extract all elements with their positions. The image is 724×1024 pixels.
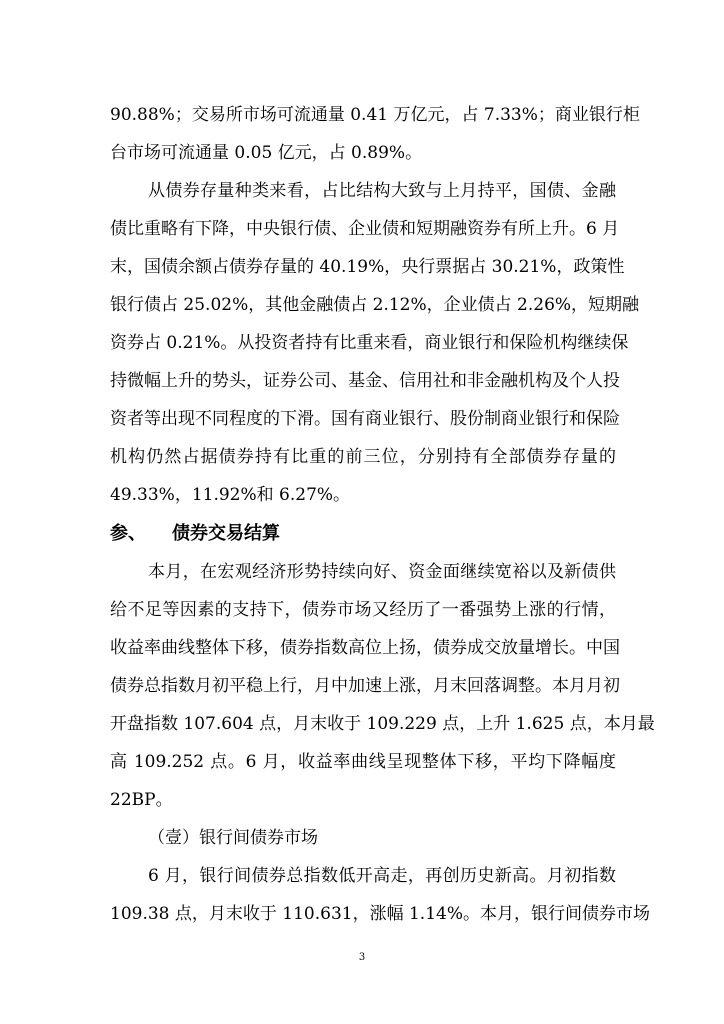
paragraph-1-line-1: 90.88%；交易所市场可流通量 0.41 万亿元，占 7.33%；商业银行柜 [110, 105, 640, 125]
paragraph-3-line-1: 本月，在宏观经济形势持续向好、资金面继续宽裕以及新债供 [148, 562, 616, 582]
page-number: 3 [358, 952, 366, 963]
paragraph-3-line-2: 给不足等因素的支持下，债券市场又经历了一番强势上涨的行情， [110, 600, 616, 620]
paragraph-3-line-4: 债券总指数月初平稳上行，月中加速上涨，月末回落调整。本月月初 [110, 676, 620, 696]
paragraph-3-line-6: 高 109.252 点。6 月，收益率曲线呈现整体下移，平均下降幅度 [110, 752, 616, 772]
paragraph-1-line-2: 台市场可流通量 0.05 亿元，占 0.89%。 [110, 143, 423, 163]
paragraph-2-line-7: 资者等出现不同程度的下滑。国有商业银行、股份制商业银行和保险 [110, 409, 620, 429]
subheading: （壹）银行间债券市场 [148, 828, 318, 848]
paragraph-4-line-1: 6 月，银行间债券总指数低开高走，再创历史新高。月初指数 [148, 866, 616, 886]
paragraph-3-line-7: 22BP。 [110, 790, 173, 810]
paragraph-2-line-2: 债比重略有下降，中央银行债、企业债和短期融资券有所上升。6 月 [110, 219, 620, 239]
paragraph-3-line-5: 开盘指数 107.604 点，月末收于 109.229 点，上升 1.625 点，本月最 [110, 714, 655, 734]
paragraph-2-line-6: 持微幅上升的势头，证券公司、基金、信用社和非金融机构及个人投 [110, 371, 620, 391]
paragraph-2-line-4: 银行债占 25.02%，其他金融债占 2.12%，企业债占 2.26%，短期融 [110, 295, 640, 315]
paragraph-2-line-3: 末，国债余额占债券存量的 40.19%，央行票据占 30.21%，政策性 [110, 257, 625, 277]
section-heading [110, 522, 280, 546]
section-number: 参、 [110, 523, 146, 544]
paragraph-3-line-3: 收益率曲线整体下移，债券指数高位上扬，债券成交放量增长。中国 [110, 638, 620, 658]
section-title: 债券交易结算 [172, 523, 280, 544]
paragraph-2-line-8: 机构仍然占据债券持有比重的前三位，分别持有全部债券存量的 [110, 447, 616, 467]
paragraph-2-line-1: 从债券存量种类来看，占比结构大致与上月持平，国债、金融 [148, 181, 616, 201]
paragraph-2-line-5: 资券占 0.21%。从投资者持有比重来看，商业银行和保险机构继续保 [110, 333, 629, 353]
paragraph-2-line-9: 49.33%，11.92%和 6.27%。 [110, 485, 351, 505]
paragraph-4-line-2: 109.38 点，月末收于 110.631，涨幅 1.14%。本月，银行间债券市场 [110, 904, 650, 924]
